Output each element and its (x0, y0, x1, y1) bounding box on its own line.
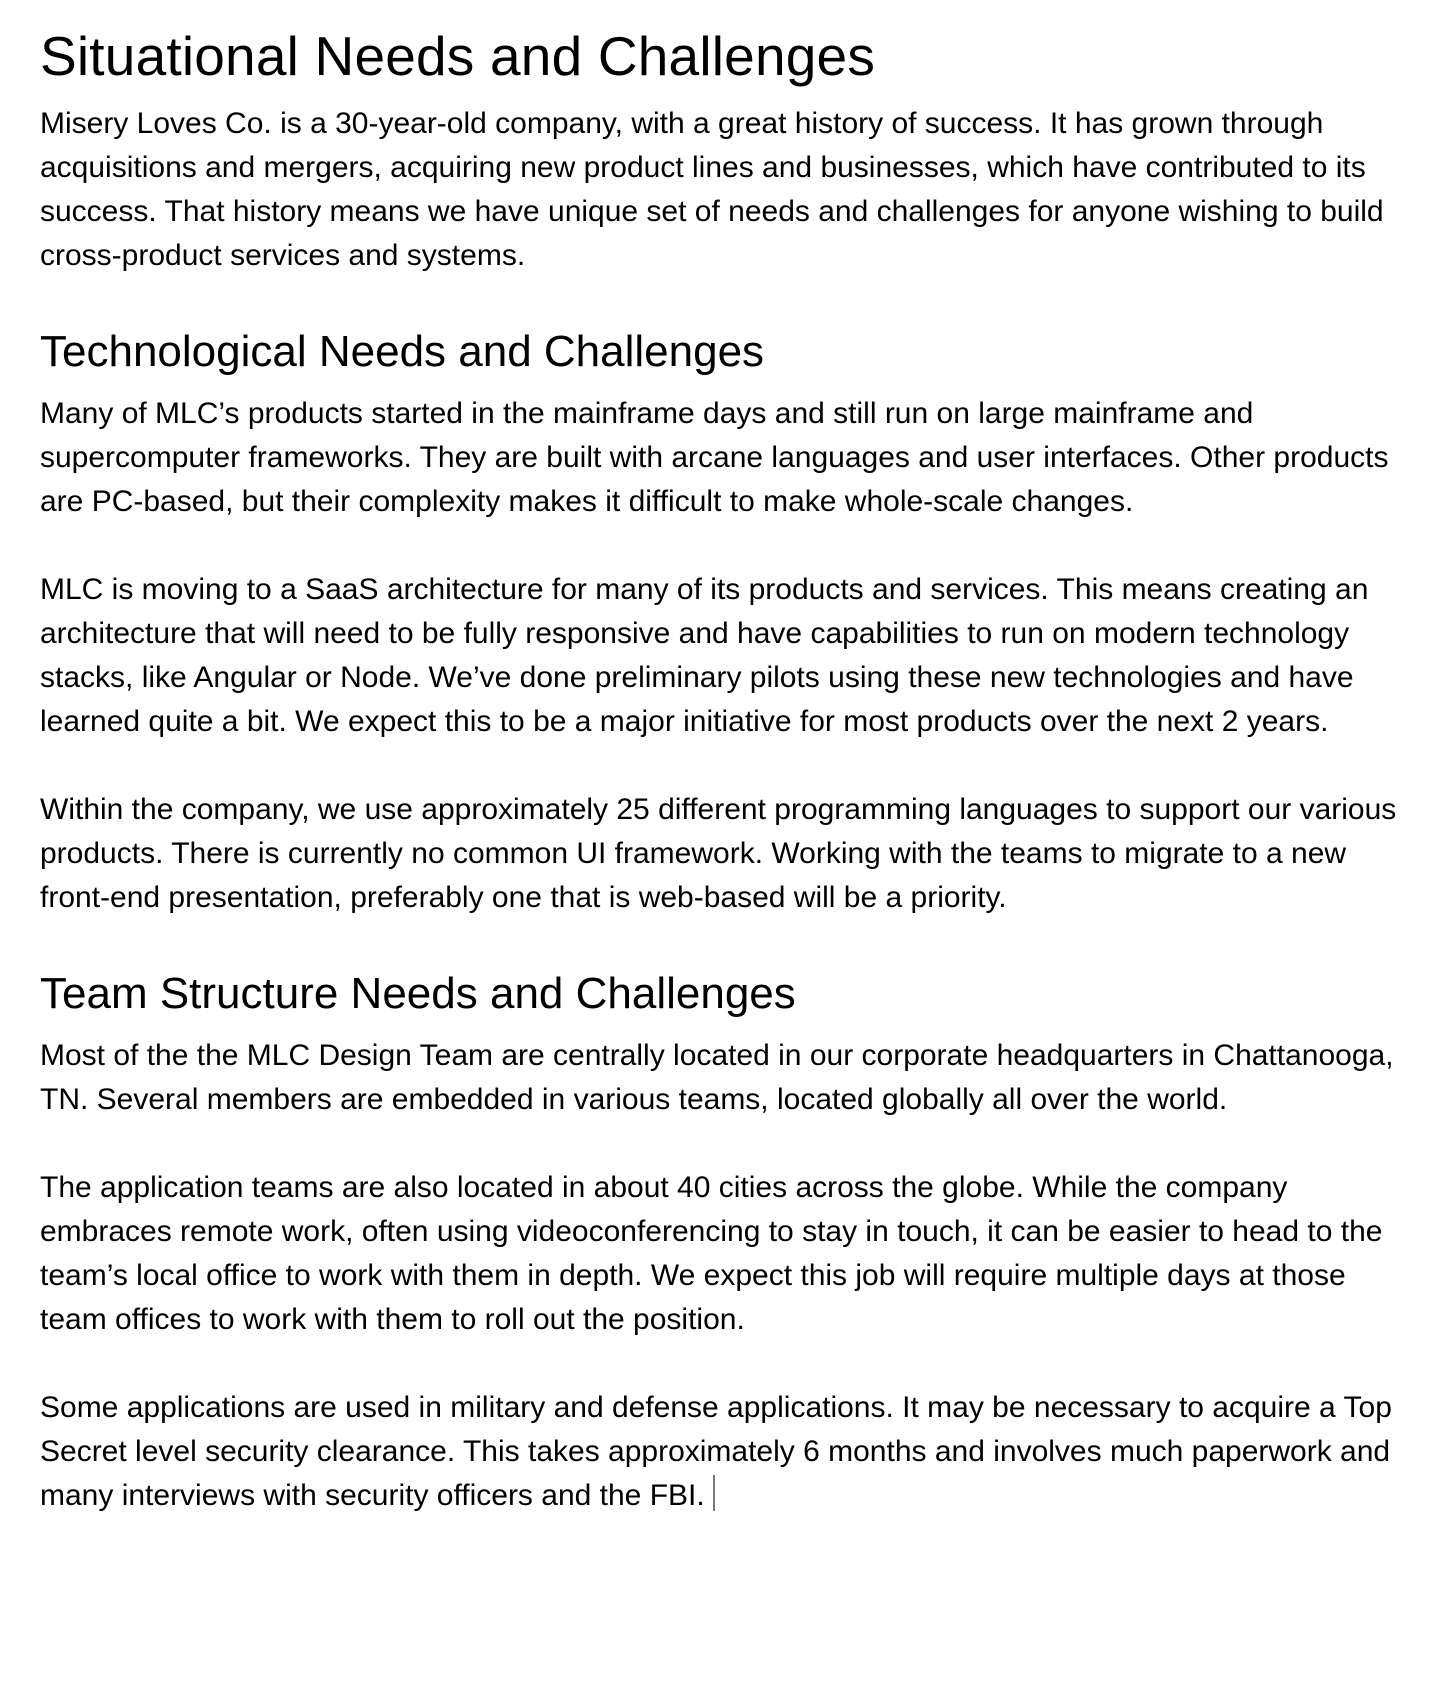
paragraph: Most of the the MLC Design Team are centrally located in our corporate headquarters in Chattanooga, TN. Several members are embedded in various teams, located globally all over the world. (40, 1039, 1394, 1116)
section-technological (40, 322, 1397, 920)
paragraph-last[interactable] (40, 1386, 1420, 1518)
section-heading: Team Structure Needs and Challenges (40, 969, 796, 1018)
paragraph-text: Some applications are used in military and defense applications. It may be necessary to acquire a Top Secret level security clearance. This takes approximately 6 months and involves much paperwork and many interviews with security officers and the FBI. (40, 1391, 1392, 1512)
section-team-structure (40, 964, 1394, 1518)
paragraph: Many of MLC’s products started in the mainframe days and still run on large mainframe and supercomputer frameworks. They are built with arcane languages and user interfaces. Other products are PC-based, but their complexity makes it difficult to make whole-scale changes. (40, 397, 1389, 518)
section-heading: Technological Needs and Challenges (40, 327, 765, 376)
paragraph: Misery Loves Co. is a 30-year-old company, with a great history of success. It has grown through acquisitions and mergers, acquiring new product lines and businesses, which have contributed to its success. That history means we have unique set of needs and challenges for anyone wishing to build cross-product services and systems. (40, 107, 1384, 272)
paragraph: Within the company, we use approximately 25 different programming languages to support our various products. There is currently no common UI framework. Working with the teams to migrate to a new front-end presentation, preferably one that is web-based will be a priority. (40, 793, 1397, 914)
paragraph: The application teams are also located in about 40 cities across the globe. While the company embraces remote work, often using videoconferencing to stay in touch, it can be easier to head to the team’s local office to work with them in depth. We expect this job will require multiple days at those team offices to work with them to roll out the position. (40, 1171, 1383, 1336)
page-title: Situational Needs and Challenges (40, 25, 876, 87)
section-situational (40, 20, 1384, 278)
text-cursor (713, 1475, 715, 1511)
paragraph: MLC is moving to a SaaS architecture for many of its products and services. This means creating an architecture that will need to be fully responsive and have capabilities to run on modern technology stacks, like Angular or Node. We’ve done preliminary pilots using these new technologies and have learned quite a bit. We expect this to be a major initiative for most products over the next 2 years. (40, 573, 1369, 738)
